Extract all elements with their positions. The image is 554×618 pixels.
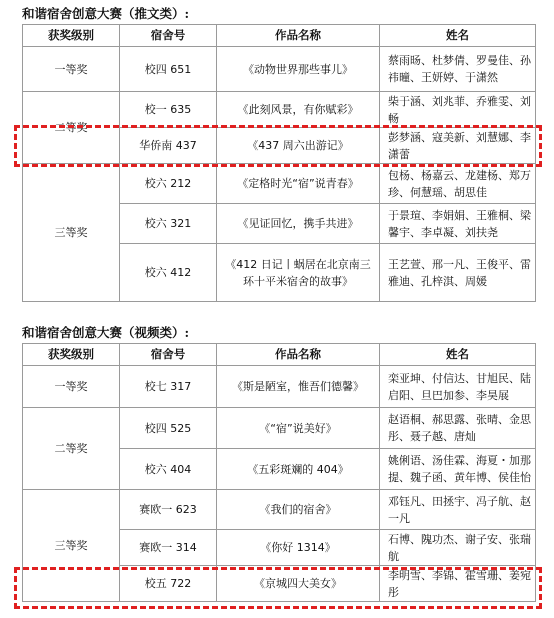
member-names: 姚俐语、汤佳霖、海夏・加那提、魏子函、黄年博、侯佳怡 — [380, 449, 536, 490]
member-names: 彭梦涵、寇美新、刘慧娜、李潇蕾 — [380, 128, 536, 164]
award-level: 二等奖 — [23, 92, 120, 164]
work-title: 《京城四大美女》 — [217, 566, 380, 602]
header-row — [23, 25, 536, 47]
member-names: 赵语桐、郝思露、张晴、金思彤、聂子越、唐灿 — [380, 408, 536, 449]
table-row — [23, 47, 536, 92]
work-title: 《斯是陋室，惟吾们德馨》 — [217, 366, 380, 408]
table-row — [23, 408, 536, 449]
dorm-number: 校六 404 — [120, 449, 217, 490]
table-row — [23, 164, 536, 204]
work-title: 《你好 1314》 — [217, 530, 380, 566]
highlight-dashed-box — [14, 567, 542, 609]
header-dorm: 宿舍号 — [120, 344, 217, 366]
dorm-number: 校四 525 — [120, 408, 217, 449]
highlight-dashed-box — [14, 125, 542, 167]
award-level: 三等奖 — [23, 164, 120, 302]
member-names: 王艺萱、邢一凡、王俊平、雷雅迪、孔梓淇、周媛 — [380, 244, 536, 302]
award-level: 三等奖 — [23, 490, 120, 602]
dorm-number: 赛欧一 623 — [120, 490, 217, 530]
dorm-number: 校七 317 — [120, 366, 217, 408]
header-work: 作品名称 — [217, 25, 380, 47]
work-title: 《五彩斑斓的 404》 — [217, 449, 380, 490]
dorm-number: 校一 635 — [120, 92, 217, 128]
work-title: 《见证回忆，携手共进》 — [217, 204, 380, 244]
award-level: 一等奖 — [23, 366, 120, 408]
table-row — [23, 366, 536, 408]
dorm-number: 校六 412 — [120, 244, 217, 302]
table1-title: 和谐宿舍创意大赛（推文类）: — [22, 6, 190, 21]
dorm-number: 校五 722 — [120, 566, 217, 602]
member-names: 石博、隗功杰、谢子安、张瑞航 — [380, 530, 536, 566]
header-row — [23, 344, 536, 366]
dorm-number: 华侨南 437 — [120, 128, 217, 164]
award-level: 一等奖 — [23, 47, 120, 92]
header-level: 获奖级别 — [23, 344, 120, 366]
member-names: 蔡雨旸、杜梦倩、罗曼佳、孙祎曈、王妍婷、于潇然 — [380, 47, 536, 92]
header-level: 获奖级别 — [23, 25, 120, 47]
work-title: 《定格时光“宿”说青春》 — [217, 164, 380, 204]
member-names: 栾亚坤、付信达、甘旭民、陆启阳、旦巴加参、李昊展 — [380, 366, 536, 408]
work-title: 《437 周六出游记》 — [217, 128, 380, 164]
member-names: 包杨、杨嘉云、龙建杨、郑万珍、何慧瑶、胡思佳 — [380, 164, 536, 204]
header-names: 姓名 — [380, 25, 536, 47]
dorm-number: 校六 321 — [120, 204, 217, 244]
table-row — [23, 490, 536, 530]
video-awards-table — [22, 343, 536, 602]
member-names: 邓钰凡、田拯宇、冯子航、赵一凡 — [380, 490, 536, 530]
work-title: 《动物世界那些事儿》 — [217, 47, 380, 92]
award-level: 二等奖 — [23, 408, 120, 490]
table-row — [23, 92, 536, 128]
work-title: 《我们的宿舍》 — [217, 490, 380, 530]
dorm-number: 校六 212 — [120, 164, 217, 204]
header-work: 作品名称 — [217, 344, 380, 366]
member-names: 柴于涵、刘兆菲、乔雅雯、刘畅 — [380, 92, 536, 128]
header-dorm: 宿舍号 — [120, 25, 217, 47]
work-title: 《412 日记丨蜗居在北京南三环十平米宿舍的故事》 — [217, 244, 380, 302]
member-names: 于景瑄、李娟娟、王雅桐、梁馨宇、李卓凝、刘扶尧 — [380, 204, 536, 244]
dorm-number: 校四 651 — [120, 47, 217, 92]
work-title: 《此刻风景，有你赋彩》 — [217, 92, 380, 128]
header-names: 姓名 — [380, 344, 536, 366]
member-names: 李明雪、李锦、霍雪珊、姜宛彤 — [380, 566, 536, 602]
table2-title: 和谐宿舍创意大赛（视频类）: — [22, 325, 190, 340]
dorm-number: 赛欧一 314 — [120, 530, 217, 566]
work-title: 《“宿”说美好》 — [217, 408, 380, 449]
